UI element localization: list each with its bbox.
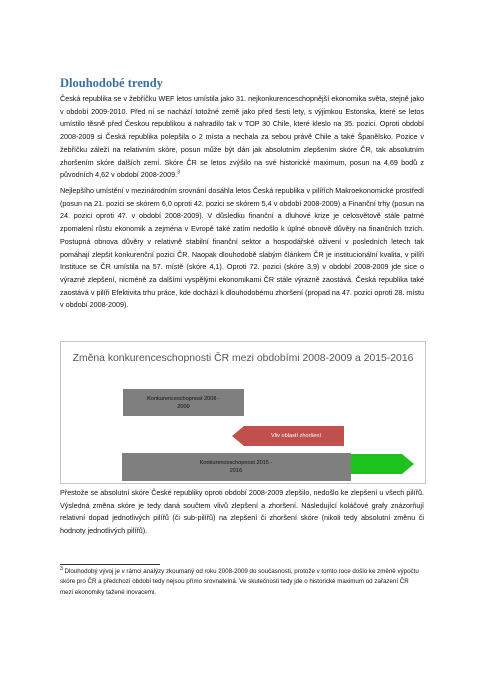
footnote-divider (60, 564, 160, 565)
bar-label-total-2015: Konkurenceschopnost 2015 - 2016 (199, 460, 273, 474)
paragraph-3: Přestože se absolutní skóre České republiky oproti období 2008-2009 zlepšilo, nedošlo ke zlepšení u všech pilířů. Výsledná změna skóre je tedy daná součtem vlivů zlepšení a zhoršení. Následující koláčové grafy znázorňují relativní dopad jednotlivých pilířů (či sub-pilířů) na zlepšení či zhoršení skóre (nikoli tedy absolutní změnu či hodnoty jednotlivých pilířů). (60, 488, 424, 536)
bar-increase-arrowhead (402, 454, 414, 474)
footnote-ref[interactable]: 3 (177, 169, 180, 176)
bar-label-decrease: Vliv oblastí zhoršení (270, 433, 322, 439)
footnote-text: Dlouhodobý vývoj je v rámci analýzy zkoumaný od roku 2008-2009 do současnosti, protože v tomto roce došlo ke změně výpočtu skóre pro ČR a předchozí období tedy nejsou přímo srovnatelná. Ve skutečnosti tedy jde o historické maximum od zařazení ČR mezi ekonomiky tažené inovacemi. (60, 568, 419, 596)
footnote (60, 567, 420, 598)
paragraph-1 (60, 93, 424, 182)
bar-label-base-2008: Konkurenceschopnost 2008 - 2009 (147, 396, 220, 410)
paragraph-1-text: Česká republika se v žebříčku WEF letos umístila jako 31. nejkonkurenceschopnější ekonomika světa, stejně jako v období 2009-2010. Před ní se nachází totožné země jako před šesti lety, s výjimkou Estonska, které se letos umístilo těsně před Českou republikou a nahradilo tak v TOP 30 Chile, které kleslo na 35. pozici. Oproti období 2008-2009 si Česká republika polepšila o 2 místa a nechala za sebou právě Chile a také Španělsko. Pozice v žebříčku záleží na relativním skóre, posun může být dán jak absolutním zlepšením skóre ČR, tak absolutním zhoršením skóre dalších zemí. Skóre ČR se letos zvýšilo na své historické maximum, posun na 4,69 bodů z původních 4,62 v období 2008-2009. (60, 94, 424, 180)
chart-title: Změna konkurenceschopnosti ČR mezi obdobími 2008-2009 a 2015-2016 (72, 353, 414, 364)
section-heading: Dlouhodobé trendy (60, 76, 163, 90)
bar-decrease-arrowhead (232, 426, 244, 446)
footnote-number: 3 (60, 565, 63, 572)
paragraph-2: Nejlepšího umístění v mezinárodním srovnání dosáhla letos Česká republika v pilířích Makroekonomické prostředí (posun na 21. pozici se skórem 6,0 oproti 42. pozici se skórem 5,4 v období 2008-2009) a Finanční trhy (posun na 24. pozici oproti 47. v období 2008-2009). V důsledku finanční a dluhové krize je celosvětově stále patrné zpomalení růstu ekonomik a zejména v Evropě také zatím nedošlo k úplné obnově důvěry na finančních trzích. Postupná obnova důvěry v relativně stabilní finanční sektor a hospodářské oživení v posledních letech tak pomáhají zlepšit konkurenční pozici ČR. Naopak dlouhodobě slabým článkem ČR je institucionální kvalita, v pilíři Instituce se ČR umístila na 57. místě (skóre 4,1). Oproti 72. pozici (skóre 3,9) v období 2008-2009 jde sice o výrazné zlepšení, nicméně za dalšími vyspělými ekonomikami ČR stále výrazně zaostává. Česká republika také zaostává v pilíři Efektivita trhu práce, kde dochází k dlouhodobému zhoršení (propad na 47. pozici oproti 28. místu v období 2008-2009). (60, 186, 424, 310)
